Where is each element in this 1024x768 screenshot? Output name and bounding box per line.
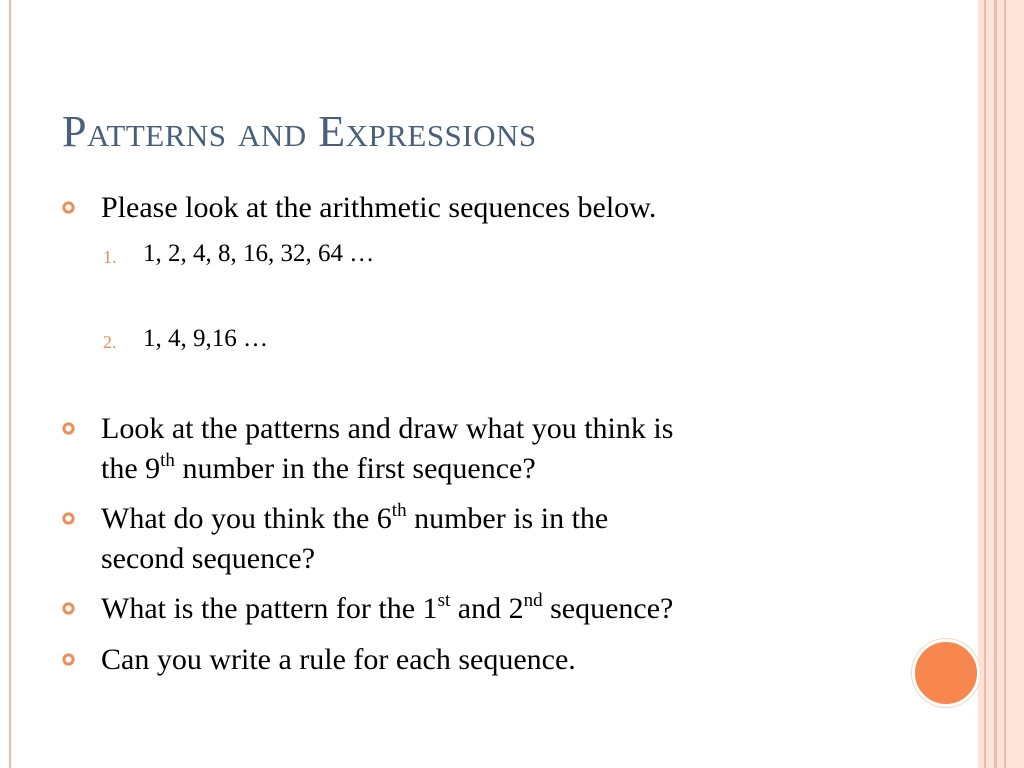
right-stripe bbox=[1006, 0, 1024, 768]
superscript: nd bbox=[523, 590, 543, 611]
text-part: the 9 bbox=[101, 452, 161, 485]
slide-title: Patterns and Expressions bbox=[62, 107, 537, 156]
bullet-text: Please look at the arithmetic sequences below. bbox=[101, 191, 657, 224]
bullet-text bbox=[101, 449, 536, 489]
bullet-text: Can you write a rule for each sequence. bbox=[101, 643, 576, 676]
right-stripe bbox=[986, 0, 994, 768]
text-part: number in the first sequence? bbox=[174, 452, 536, 485]
ring-bullet-icon bbox=[62, 653, 75, 666]
text-part: sequence? bbox=[542, 592, 674, 625]
sequence-text: 1, 2, 4, 8, 16, 32, 64 … bbox=[143, 240, 375, 267]
bullet-text bbox=[101, 499, 608, 539]
superscript: st bbox=[437, 590, 451, 611]
text-part: number is in the bbox=[406, 502, 609, 535]
ring-bullet-icon bbox=[62, 422, 75, 435]
superscript: th bbox=[391, 500, 407, 521]
ring-bullet-icon bbox=[62, 201, 75, 214]
ring-bullet-icon bbox=[62, 512, 75, 525]
text-part: What is the pattern for the 1 bbox=[101, 592, 438, 625]
superscript: th bbox=[160, 450, 175, 471]
sequence-text: 1, 4, 9,16 … bbox=[143, 325, 268, 352]
orange-circle-decoration bbox=[912, 639, 980, 707]
bullet-text: second sequence? bbox=[101, 542, 316, 575]
bullet-text bbox=[101, 589, 673, 629]
left-border-line bbox=[9, 0, 11, 768]
bullet-text: Look at the patterns and draw what you think is bbox=[101, 412, 674, 445]
text-part: What do you think the 6 bbox=[101, 502, 392, 535]
ring-bullet-icon bbox=[62, 602, 75, 615]
sequence-number: 2. bbox=[103, 332, 117, 352]
text-part: and 2 bbox=[450, 592, 524, 625]
right-stripe bbox=[997, 0, 1004, 768]
sequence-number: 1. bbox=[103, 247, 117, 267]
